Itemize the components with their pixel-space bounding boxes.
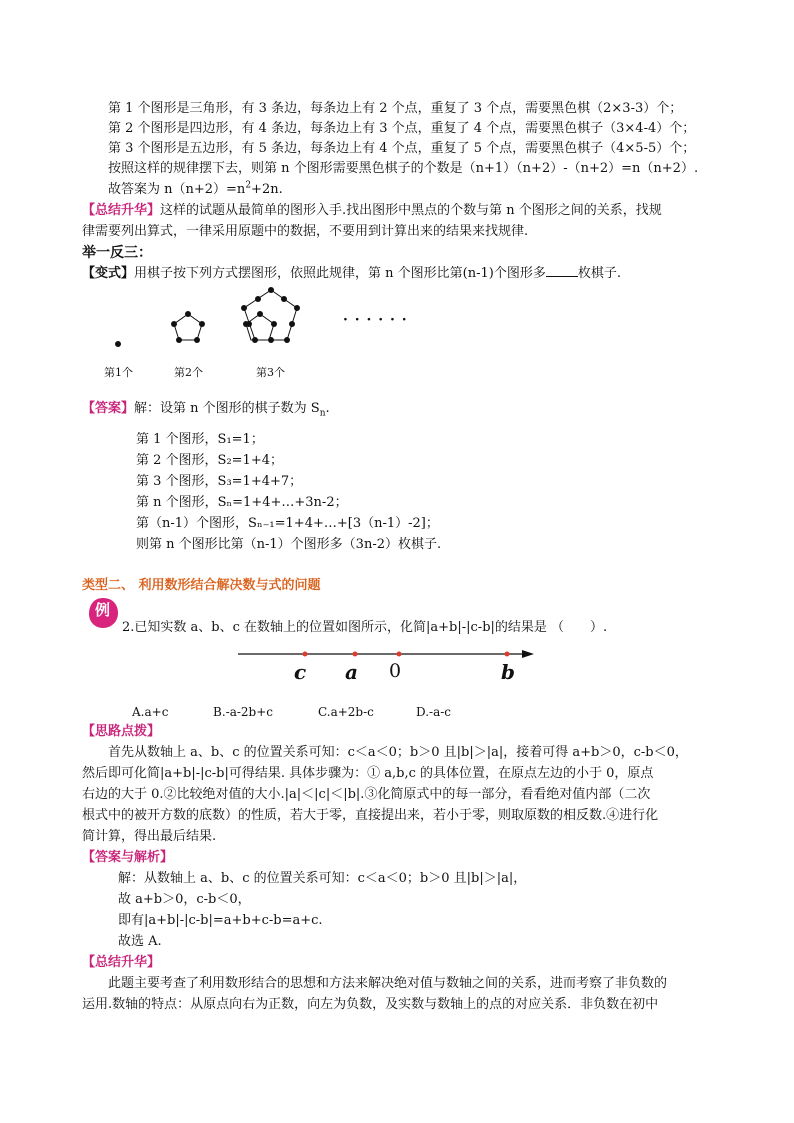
text-line: 第 1 个图形是三角形，有 3 条边，每条边上有 2 个点，重复了 3 个点，需要黑色棋（2×3-3）个； [108,101,683,116]
hint-line: 然后即可化简|a+b|-|c-b|可得结果. 具体步骤为：① a,b,c 的具体位置，在原点左边的小于 0，原点 [82,766,654,781]
summary-tag: 【总结升华】 [82,203,161,218]
text-segment: 故答案为 n（n+2）=n [108,182,246,197]
hint-line: 右边的大于 0.②比较绝对值的大小.|a|＜|c|＜|b|.③化简原式中的每一部分，看看绝对值内部（二次 [82,787,651,802]
arrow-head [522,650,534,658]
hint-line: 简计算，得出最后结果. [82,829,217,844]
number-line [230,644,540,664]
summary-tag: 【总结升华】 [82,955,161,970]
hint-tag: 【思路点拨】 [82,724,161,739]
text-segment: +2n. [251,182,283,197]
point-a [353,652,358,657]
analysis-line: 即有|a+b|-|c-b|=a+b+c-b=a+c. [118,913,323,928]
example-question: 2.已知实数 a、b、c 在数轴上的位置如图所示，化简|a+b|-|c-b|的结果是 （ ）. [122,620,608,635]
figure-caption: 第3个 [256,366,285,379]
subscript: n [319,408,326,419]
answer-step: 第 2 个图形，S₂=1+4； [136,453,283,468]
answer-step: 第 3 个图形，S₃=1+4+7； [136,474,303,489]
text-line: 按照这样的规律摆下去，则第 n 个图形需要黑色棋子的个数是（n+1）（n+2）-（n+2）=n（n+2）. [108,161,699,176]
variant-line [82,264,621,284]
summary-line: 律需要列出算式，一律采用原题中的数据，不要用到计算出来的结果来找规律. [82,224,529,239]
label-a: a [345,660,358,684]
variant-text: 用棋子按下列方式摆图形，依照此规律，第 n 个图形比第(n-1)个图形多 [134,266,546,281]
example-badge-label: 例 [95,601,111,619]
answer-step: 第（n-1）个图形，Sₙ₋₁=1+4+…+[3（n-1）-2]； [136,516,439,531]
summary-line: 运用.数轴的特点：从原点向右为正数，向左为负数，及实数与数轴上的点的对应关系．非负数在初中 [82,997,659,1012]
label-b: b [501,660,515,684]
continuation-dots: · · · · · · [343,312,408,328]
option-c: C.a+2b-c [318,705,374,719]
label-c: c [294,660,307,684]
analysis-line: 故 a+b＞0，c-b＜0， [118,892,251,907]
answer-line [82,399,330,419]
variant-tag: 【变式】 [82,266,135,281]
figure3-pentagons [241,287,300,343]
option-d: D.-a-c [416,705,451,719]
point-b [505,652,510,657]
variant-text-end: 枚棋子. [577,266,621,281]
superscript: 2 [245,180,252,191]
answer-conclusion: 则第 n 个图形比第（n-1）个图形多（3n-2）枚棋子. [136,537,442,552]
answer-intro-end: . [325,401,330,416]
hint-line: 根式中的被开方数的底数）的性质，若大于零，直接提出来，若小于零，则取原数的相反数.④进行化 [82,808,659,823]
option-b: B.-a-2b+c [213,705,273,719]
answer-intro: 解：设第 n 个图形的棋子数为 S [134,401,320,416]
answer-tag: 【答案】 [82,401,135,416]
answer-step: 第 1 个图形，S₁=1； [136,432,264,447]
point-origin [397,652,402,657]
analysis-tag: 【答案与解析】 [82,850,174,865]
figure-caption: 第2个 [174,366,203,379]
section-heading: 举一反三： [82,245,152,261]
text-line: 第 3 个图形是五边形，有 5 条边，每条边上有 4 个点，重复了 5 个点，需要黑色棋子（4×5-5）个； [108,141,696,156]
option-a: A.a+c [132,705,169,719]
summary-line: 此题主要考查了利用数形结合的思想和方法来解决绝对值与数轴之间的关系，进而考察了非负数的 [108,976,668,991]
hint-line: 首先从数轴上 a、b、c 的位置关系可知：c＜a＜0；b＞0 且|b|＞|a|，接着可得 a+b＞0，c-b＜0， [108,745,688,760]
analysis-line: 解：从数轴上 a、b、c 的位置关系可知：c＜a＜0；b＞0 且|b|＞|a|， [118,871,527,886]
summary-text: 这样的试题从最简单的图形入手.找出图形中黑点的个数与第 n 个图形之间的关系，找规 [160,203,662,218]
figure-caption: 第1个 [104,366,133,379]
summary-line [82,201,662,221]
answer-step: 第 n 个图形，Sₙ=1+4+…+3n-2； [136,495,348,510]
text-line [108,180,283,200]
label-zero: 0 [389,660,402,682]
answer-blank [546,264,578,277]
text-line: 第 2 个图形是四边形，有 4 条边，每条边上有 3 个点，重复了 4 个点，需要黑色棋子（3×4-4）个； [108,121,696,136]
analysis-line: 故选 A. [118,934,162,949]
point-c [303,652,308,657]
type-heading: 类型二、 利用数形结合解决数与式的问题 [82,578,321,593]
figure2-pentagon [171,311,205,343]
figure1-dot [115,341,121,347]
